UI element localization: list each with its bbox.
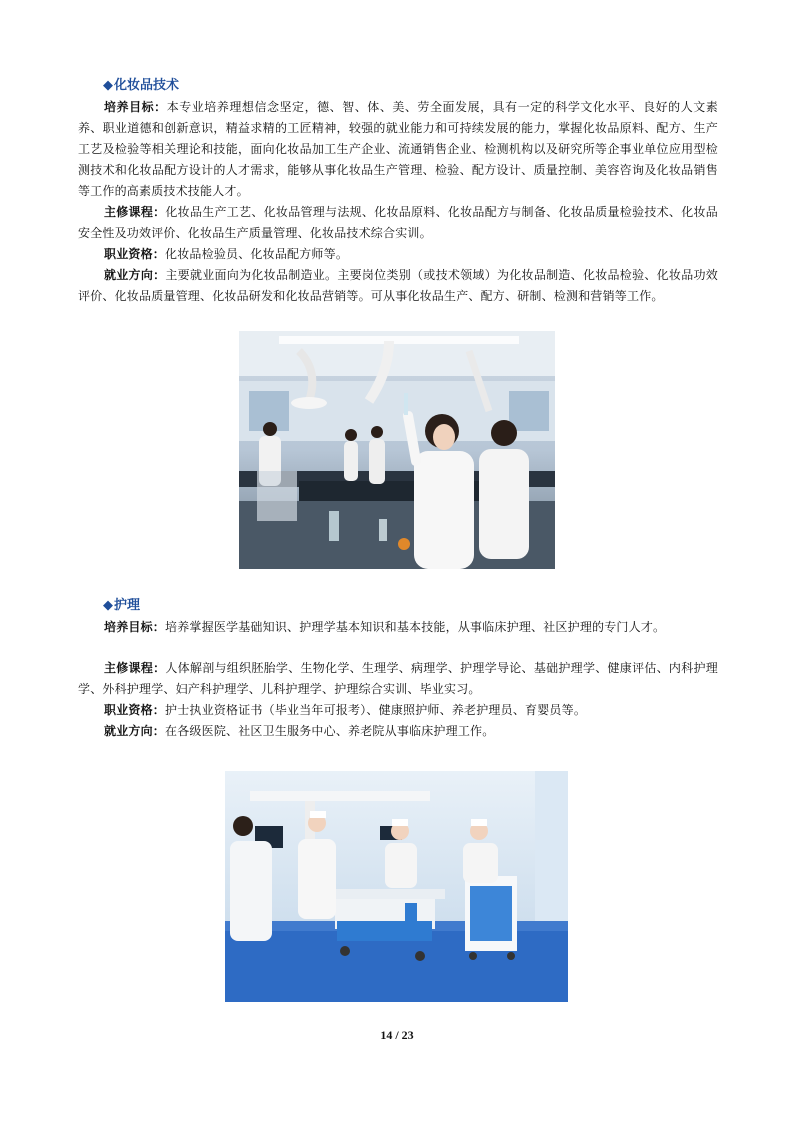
paragraph-text: 本专业培养理想信念坚定，德、智、体、美、劳全面发展，具有一定的科学文化水平、良好的人文素养、职业道德和创新意识，精益求精的工匠精神，较强的就业能力和可持续发展的能力，掌握化妆品原料、配方、生产工艺及检验等相关理论和技能，面向化妆品加工生产企业、流通销售企业、检测机构以及研究所等企事业单位应用型检测技术和化妆品配方设计的人才需求，能够从事化妆品生产管理、检验、配方设计、质量控制、美容咨询及化妆品销售等工作的高素质技术技能人才。 xyxy=(78,100,718,198)
paragraph-label: 主修课程： xyxy=(104,205,166,219)
paragraph-label: 就业方向： xyxy=(104,268,166,282)
diamond-bullet-icon: ◆ xyxy=(103,598,113,613)
paragraph-text: 护士执业资格证书（毕业当年可报考）、健康照护师、养老护理员、育婴员等。 xyxy=(165,703,587,717)
section-title-nursing: ◆护理 xyxy=(103,598,141,613)
paragraph-label: 职业资格： xyxy=(104,247,166,261)
paragraph-label: 培养目标： xyxy=(104,100,167,114)
paragraph-label: 主修课程： xyxy=(104,661,166,675)
paragraph-text: 化妆品检验员、化妆品配方师等。 xyxy=(165,247,349,261)
paragraph-label: 就业方向： xyxy=(104,724,166,738)
paragraph-text: 主要就业面向为化妆品制造业。主要岗位类别（或技术领域）为化妆品制造、化妆品检验、化妆品功效评价、化妆品质量管理、化妆品研发和化妆品营销等。可从事化妆品生产、配方、研制、检测和营销等工作。 xyxy=(78,268,718,303)
paragraph-label: 培养目标： xyxy=(104,620,166,634)
nursing-ward-photo xyxy=(225,771,568,1002)
paragraph-main-courses xyxy=(78,658,718,700)
paragraph-qualification xyxy=(78,700,718,721)
paragraph-qualification xyxy=(78,244,718,265)
paragraph-employment xyxy=(78,721,718,742)
paragraph-label: 职业资格： xyxy=(104,703,166,717)
diamond-bullet-icon: ◆ xyxy=(103,78,113,93)
paragraph-training-goal xyxy=(78,97,718,202)
paragraph-text: 人体解剖与组织胚胎学、生物化学、生理学、病理学、护理学导论、基础护理学、健康评估、内科护理学、外科护理学、妇产科护理学、儿科护理学、护理综合实训、毕业实习。 xyxy=(78,661,718,696)
paragraph-training-goal xyxy=(78,617,718,638)
lab-photo xyxy=(239,331,555,569)
paragraph-text: 培养掌握医学基础知识、护理学基本知识和基本技能，从事临床护理、社区护理的专门人才。 xyxy=(165,620,666,634)
page-number: 14 / 23 xyxy=(380,1028,414,1042)
section-title-cosmetics: ◆化妆品技术 xyxy=(103,78,180,93)
paragraph-main-courses xyxy=(78,202,718,244)
paragraph-text: 化妆品生产工艺、化妆品管理与法规、化妆品原料、化妆品配方与制备、化妆品质量检验技术、化妆品安全性及功效评价、化妆品生产质量管理、化妆品技术综合实训。 xyxy=(78,205,718,240)
paragraph-text: 在各级医院、社区卫生服务中心、养老院从事临床护理工作。 xyxy=(165,724,495,738)
paragraph-employment xyxy=(78,265,718,307)
